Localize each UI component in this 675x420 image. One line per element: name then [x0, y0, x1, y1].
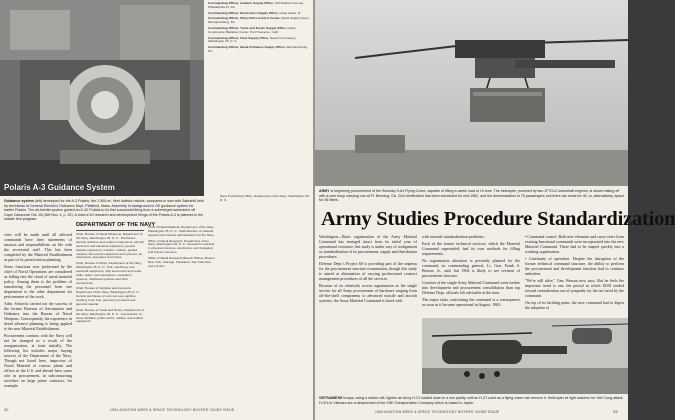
right-footer: 1964 AVIATION WEEK & SPACE TECHNOLOGY BUYERS' GUIDE ISSUE — [375, 410, 500, 414]
top-photo-caption — [319, 189, 625, 203]
flying-crane-photo — [315, 0, 628, 186]
list-item: Chief, Bureau of Yards and Docks, Department of the Navy, Washington 25, D. C.: Construction of shore facilities, public works, utilities, and related equipment. — [76, 307, 144, 324]
paragraph: with internal standardization problems. — [422, 234, 485, 239]
caption-lead: VIETNAMESE — [319, 396, 343, 400]
heading-rule — [76, 230, 144, 231]
paragraph: Washington—Basic organization of the Army Material Command has emerged intact from its initial year of operational existence, but study is under way of realignment or standardization of its procurement, supply and distribution procedures. — [319, 234, 417, 259]
list-item: Chief of Naval Material, Department of the Navy, Washington 25, D. C.: Staff direction of material support and contract administration for the Navy. — [148, 225, 215, 237]
left-page — [0, 0, 313, 420]
photo-title: Polaris A-3 Guidance System — [4, 183, 115, 192]
bottom-photo-caption — [319, 396, 625, 405]
paragraph: On top of its birthing pains, the new command had to digest the adoption of — [525, 300, 624, 310]
article-headline: Army Studies Procedure Standardization — [321, 208, 675, 230]
paragraph: Each of the former technical services, which the Material Command superseded, had its own methods for filling requirements. — [422, 241, 520, 256]
right-page — [315, 0, 675, 420]
left-column-4 — [220, 195, 310, 205]
list-item: Office of Naval Research, Department of the Navy, Washington 25, D. C.: Research contracts in physical sciences, electronics, and biological and human sciences. — [148, 238, 215, 255]
list-item: Chief, Bureau of Naval Weapons, Department of the Navy, Washington 25, D. C.: Purchases aircraft, airframe and engine components, aircraft electronic and electrical equipment, ground support equipment, missiles, rockets, guided missiles, fire-control equipment and systems, all naval guns, torpedoes and mines. — [76, 232, 144, 260]
left-column-1 — [4, 232, 72, 390]
vietnam-helicopter-photo — [422, 318, 628, 394]
department-heading: DEPARTMENT OF THE NAVY — [76, 222, 156, 228]
left-top-list: Commanding Officer, Aviation Supply Office, 700 Robbins Avenue, Philadelphia 11, Pa. Commanding Officer, Electronics Supply Office, Great Lakes, Ill. Commanding Officer, Ships Parts Control Center, Naval Supply Depot, Mechanicsburg, Pa. Commanding Officer, Yards and Docks Supply Office, Naval Construction Battalion Center, Port Hueneme, Calif. Commanding Officer, Fleet Supply Office, Naval Gun Factory, Washington 25, D. C. Commanding Officer, Naval Ordnance Supply Office, Mechanicsburg, Pa. — [208, 1, 310, 54]
list-item: Navy Purchasing Office, Department of the Navy, Washington 25, D. C. — [220, 194, 310, 202]
guidance-system-photo — [0, 0, 204, 196]
caption-body: (left) developed for the A-3 Polaris, the 2,500-mi. fleet ballistic missile, compares in size with Sabrehill held by technician at General Electric's Ordnance Dept. Pittsfield, Mass. Assembly in background is GE guidance system for earlier Polaris. The all-inertial system guided an A-3X Polaris to its first successful firing from a submerged submarine off Cape Canaveral Oct. 26 (AW Nov. 4, p. 32). A total of 40 research and development firings of the Polaris A-3 is planned in the missile test program. — [4, 199, 204, 222]
left-footer: 1964 AVIATION WEEK & SPACE TECHNOLOGY BUYERS' GUIDE ISSUE — [110, 408, 235, 412]
caption-lead: Guidance system — [4, 199, 34, 203]
paragraph: • Command control. Both new elements and carry-overs from existing functional commands were incorporated into the new Material Command. These had to be shaped quickly into a working organization. — [525, 234, 624, 254]
list-item: Chief, Bureau of Ships, Department of the Navy, Washington 25, D. C.: Hull, machinery and electrical equipment, ship electronics and sonar, radio, radar, communications, navigation systems, shipboard systems and their components. — [76, 261, 142, 285]
page-number-right: 33 — [613, 409, 618, 414]
right-column-2 — [422, 234, 520, 309]
caption-lead: ARMY — [319, 189, 330, 193]
list-item: Chief, Bureau of Supplies and Accounts, Department of the Navy, Washington 25, D. C.: Central purchases of common-use supplies, clothing, food, fuel, petroleum products and general material. — [76, 286, 141, 306]
paragraph: Defense Dept.'s Project 60 is providing part of the impetus for the procurement structure examination, though this study is aimed at elimination of varying professional contract management procedures of all the services. — [319, 261, 417, 281]
paragraph: "We're still alive," Gen. Besson now says. But he feels the important trend is one, the period in which DOD tended toward centralization out of sympathy for the tax faced by the command. — [525, 278, 624, 298]
left-column-3 — [148, 226, 216, 270]
paragraph: cises will be made until all affected commands have their statements of mission and responsibilities on file with the secretarial staff. This has been completed by the Material Establishment as part of its preactivation planning. — [4, 232, 72, 262]
caption-body: troops, using a rubber raft, lighten an Army H-21 loaded down in a rice paddy until an H-37 used as a flying crane can remove it. Helicopter at right watches for Viet Cong attack. H-37s in Vietnam are a detachment of the 19th Transportation Company which is based in Japan. — [319, 396, 624, 405]
right-column-3 — [525, 234, 624, 312]
paragraph: No organization alteration is presently planned for the command, its commanding general, Lt. Gen. Frank S. Besson, Jr., said, but 1964 is likely to see revision of procurement structure. — [422, 258, 520, 278]
list-item: Office of Naval Research Branch Offices: Boston, New York, Chicago, Pasadena, San Francisco and London. — [148, 255, 216, 268]
left-column-2 — [76, 233, 144, 326]
caption-body: is beginning procurement of the Sikorsky S-64 Flying Crane, capable of lifting a useful load of 10 tons. The helicopter, powered by two JFTD12 turboshaft engines, is shown taking off with a new troop carrying van at Ft. Benning, Ga. Civil certification has been scheduled for mid-1962, and the demonstration to 75 passengers, but there are seats for 40, or, alternatively, space for 45 litters. — [319, 189, 625, 203]
page-number-left: 32 — [4, 407, 9, 412]
left-photo-caption — [4, 199, 204, 222]
paragraph: Because of its relatively recent organization as the single service for all Army procurement of hardware ranging from off-the-shelf components to advanced missile and aircraft systems, the Army Material Command is faced with — [319, 283, 417, 303]
paragraph: The major tasks confronting the command is a consequence as soon as it became operational in August, 1962: — [422, 297, 520, 307]
right-column-1 — [319, 234, 417, 305]
paragraph: • Continuity of operation. Despite the disruption of the former technical command structure, the ability to perform the procurement and development function had to continue unbroken. — [525, 256, 624, 276]
paragraph: Procurement contacts with the Navy will not be changed as a result of the reorganization, at least initially. The following list includes major buying sources of the Department of the Navy. Though not listed here, inspectors of Naval Material at various plants and offices in the U.S. and abroad have some role in procurement, in subcontracting activities on large prime contracts, for example. — [4, 333, 72, 388]
paragraph: Creation of the single Army Material Command went further into development and procurement consolidation than top Defense Dept. officials felt advisable at the time. — [422, 280, 520, 295]
paragraph: Adm. Schoeck carried out the success of the former Bureaus of Aeronautics and Ordnance into the Bureau of Naval Weapons. Consequently, his experience in detail advance planning is being applied to the new Material Establishment. — [4, 301, 72, 331]
paragraph: Some functions now performed by the chief of Naval Operations are considered as falling into the cloud of naval material policy. Among them is the problem of transferring the personnel from one department to the other department for performance of the work. — [4, 264, 72, 299]
